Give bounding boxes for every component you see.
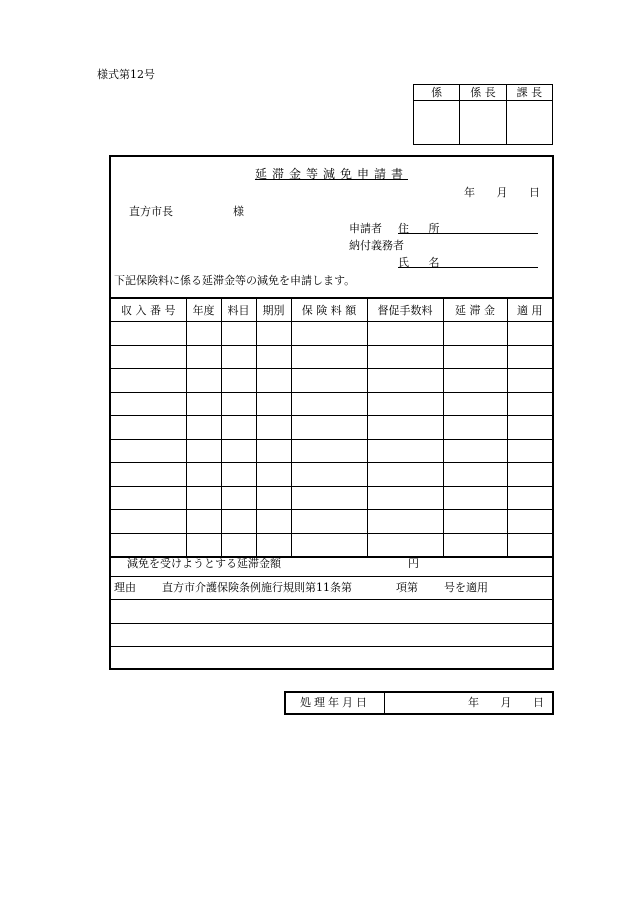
table-row[interactable] bbox=[111, 439, 552, 463]
col-reminder-fee: 督促手数料 bbox=[367, 298, 443, 322]
reason-clause: 項第 bbox=[396, 580, 418, 594]
reason-blank-line[interactable] bbox=[111, 647, 552, 671]
col-item: 料目 bbox=[221, 298, 256, 322]
reason-apply: 号を適用 bbox=[444, 580, 488, 594]
table-row[interactable] bbox=[111, 369, 552, 393]
address-field[interactable]: 住 所 bbox=[398, 220, 538, 234]
stamp-cell-manager[interactable] bbox=[506, 101, 552, 145]
addressee: 直方市長 bbox=[129, 205, 173, 218]
table-row[interactable] bbox=[111, 486, 552, 510]
col-premium-amount: 保 険 料 額 bbox=[291, 298, 367, 322]
premium-table bbox=[111, 297, 552, 558]
reduction-amount-row[interactable] bbox=[111, 553, 552, 577]
col-late-charge: 延 滞 金 bbox=[443, 298, 507, 322]
col-receipt-number: 収 入 番 号 bbox=[111, 298, 186, 322]
reason-label: 理由 bbox=[114, 580, 136, 594]
applicant-label: 申請者 bbox=[349, 222, 382, 235]
reason-blank-line[interactable] bbox=[111, 624, 552, 648]
processing-date-field[interactable]: 年 月 日 bbox=[468, 696, 544, 709]
table-header-row bbox=[111, 298, 552, 322]
table-row[interactable] bbox=[111, 345, 552, 369]
reason-blank-line[interactable] bbox=[111, 600, 552, 624]
processing-date-box bbox=[284, 691, 554, 715]
col-applied: 適 用 bbox=[507, 298, 552, 322]
table-row[interactable] bbox=[111, 416, 552, 440]
form-number: 様式第12号 bbox=[97, 68, 155, 81]
table-row[interactable] bbox=[111, 322, 552, 346]
application-date[interactable]: 年 月 日 bbox=[464, 186, 540, 199]
stamp-header-manager: 課 長 bbox=[506, 85, 552, 101]
table-row[interactable] bbox=[111, 392, 552, 416]
form-title: 延滞金等減免申請書 bbox=[254, 167, 408, 181]
processing-date-label: 処理年月日 bbox=[286, 693, 385, 713]
col-fiscal-year: 年度 bbox=[186, 298, 221, 322]
yen-unit: 円 bbox=[408, 557, 419, 570]
name-field[interactable]: 氏 名 bbox=[398, 254, 538, 268]
application-form bbox=[109, 155, 554, 670]
payer-label: 納付義務者 bbox=[349, 239, 404, 252]
application-statement: 下記保険料に係る延滞金等の減免を申請します。 bbox=[114, 274, 356, 287]
honorific: 様 bbox=[233, 205, 244, 218]
stamp-header-chief: 係 長 bbox=[460, 85, 506, 101]
table-row[interactable] bbox=[111, 510, 552, 534]
stamp-cell-chief[interactable] bbox=[460, 101, 506, 145]
col-period: 期別 bbox=[256, 298, 291, 322]
reason-row[interactable] bbox=[111, 577, 552, 601]
stamp-cell-staff[interactable] bbox=[414, 101, 460, 145]
reduction-amount-label: 減免を受けようとする延滞金額 bbox=[127, 557, 281, 570]
approval-stamp-box bbox=[413, 84, 553, 145]
reason-rule: 直方市介護保険条例施行規則第11条第 bbox=[162, 580, 352, 594]
table-row[interactable] bbox=[111, 463, 552, 487]
stamp-header-staff: 係 bbox=[414, 85, 460, 101]
